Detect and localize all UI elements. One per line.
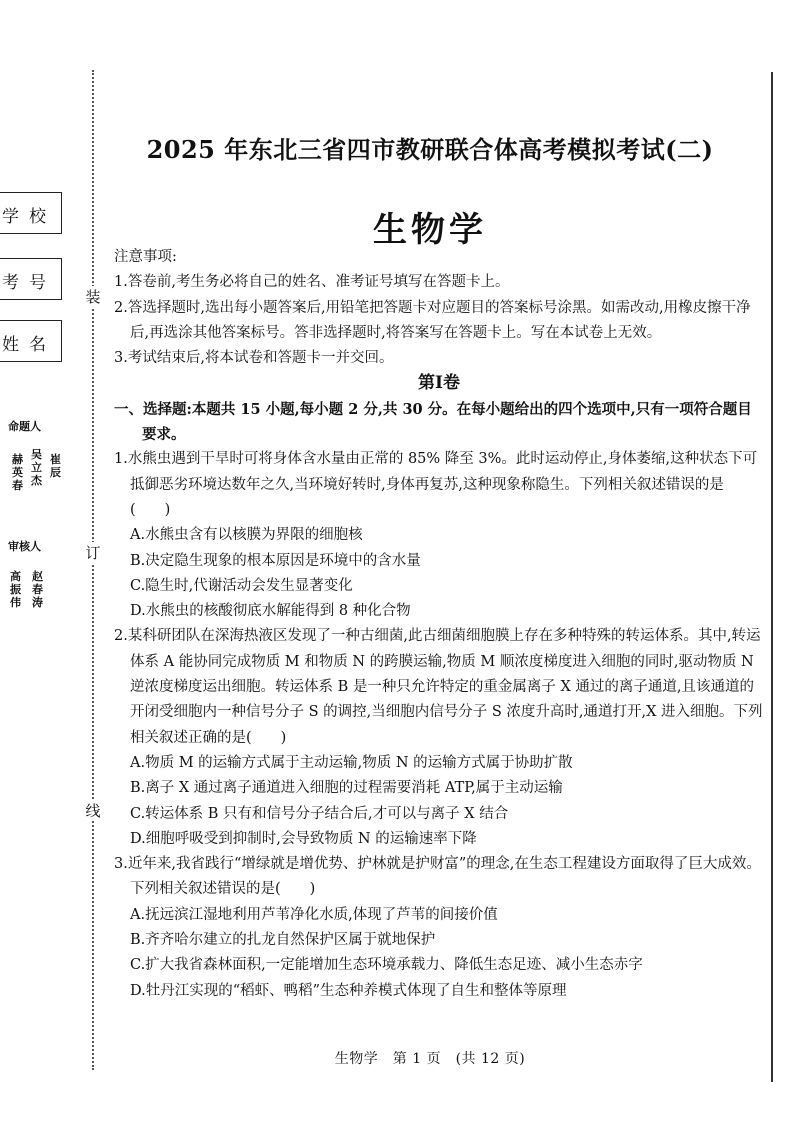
- exam-title: 2025 年东北三省四市教研联合体高考模拟考试(二): [146, 135, 714, 164]
- question-stem: 2.某科研团队在深海热液区发现了一种古细菌,此古细菌细胞膜上存在多种特殊的转运体系。其中,转运体系 A 能协同完成物质 M 和物质 N 的跨膜运输,物质 M 顺浓度梯度进入细胞的同时,驱动物质 N 逆浓度梯度运出细胞。转运体系 B 是一种只允许特定的重金属离子 X 通过的离子通道,且该通道的开闭受细胞内一种信号分子 S 的调控,当细胞内信号分子 S 浓度升高时,通道打开,X 进入细胞。下列相关叙述正确的是( ): [114, 628, 763, 746]
- question-stem: 3.近年来,我省践行“增绿就是增优势、护林就是护财富”的理念,在生态工程建设方面取得了巨大成效。下列相关叙述错误的是( ): [114, 856, 761, 898]
- author-name: 赫英春: [12, 453, 23, 492]
- school-field-label: 学校: [2, 207, 56, 227]
- page-footer: 生物学 第 1 页 (共 12 页): [334, 1051, 526, 1067]
- section-instruction: 一、选择题:本题共 15 小题,每小题 2 分,共 30 分。在每小题给出的四个选项中,只有一项符合题目要求。: [114, 400, 752, 444]
- question-option: C.隐生时,代谢活动会发生显著变化: [130, 577, 353, 594]
- author-label: 命题人: [8, 420, 41, 433]
- reviewer-name: 高振伟: [10, 570, 21, 609]
- note-item: 3.考试结束后,将本试卷和答题卡一并交回。: [114, 350, 394, 367]
- right-border-line: [771, 72, 773, 1082]
- exam-number-field[interactable]: [0, 258, 62, 300]
- section-title: 第Ⅰ卷: [418, 373, 460, 394]
- author-name: 吴立杰: [31, 448, 42, 487]
- question-option: C.转运体系 B 只有和信号分子结合后,才可以与离子 X 结合: [130, 805, 509, 822]
- reviewer-label: 审核人: [8, 540, 41, 553]
- exam-content: [114, 245, 764, 1004]
- question-option: A.抚远滨江湿地利用芦苇净化水质,体现了芦苇的间接价值: [130, 906, 498, 923]
- exam-number-field-label: 考号: [2, 273, 56, 293]
- name-field[interactable]: [0, 320, 62, 362]
- note-item: 2.答选择题时,选出每小题答案后,用铅笔把答题卡对应题目的答案标号涂黑。如需改动,用橡皮擦干净后,再选涂其他答案标号。答非选择题时,将答案写在答题卡上。写在本试卷上无效。: [114, 299, 751, 341]
- question-option: D.细胞呼吸受到抑制时,会导致物质 N 的运输速率下降: [130, 830, 477, 847]
- binding-dotted-line: [92, 70, 94, 1070]
- name-field-label: 姓名: [2, 335, 56, 355]
- notes-heading: 注意事项:: [114, 249, 177, 265]
- reviewer-name: 赵春涛: [32, 570, 43, 609]
- question-option: A.物质 M 的运输方式属于主动运输,物质 N 的运输方式属于协助扩散: [130, 754, 573, 771]
- question-option: C.扩大我省森林面积,一定能增加生态环境承载力、降低生态足迹、减小生态赤字: [130, 957, 643, 974]
- question-option: D.水熊虫的核酸彻底水解能得到 8 种化合物: [130, 603, 411, 620]
- note-item: 1.答卷前,考生务必将自己的姓名、准考证号填写在答题卡上。: [114, 274, 510, 291]
- question-option: B.齐齐哈尔建立的扎龙自然保护区属于就地保护: [130, 932, 436, 949]
- binding-mark-zhuang: 装: [85, 288, 101, 306]
- binding-mark-ding: 订: [85, 544, 101, 562]
- question-stem: 1.水熊虫遇到干旱时可将身体含水量由正常的 85% 降至 3%。此时运动停止,身体萎缩,这种状态下可抵御恶劣环境达数年之久,当环境好转时,身体再复苏,这种现象称隐生。下列相关叙述错误的是( ): [114, 451, 758, 518]
- subject-title: 生物学: [373, 210, 487, 250]
- question-option: B.离子 X 通过离子通道进入细胞的过程需要消耗 ATP,属于主动运输: [130, 780, 563, 797]
- question-option: D.牡丹江实现的“稻虾、鸭稻”生态种养模式体现了自生和整体等原理: [130, 982, 567, 999]
- question-option: B.决定隐生现象的根本原因是环境中的含水量: [130, 552, 421, 569]
- school-field[interactable]: [0, 192, 62, 234]
- author-name: 崔辰: [50, 453, 61, 479]
- binding-mark-xian: 线: [85, 802, 101, 820]
- question-option: A.水熊虫含有以核膜为界限的细胞核: [130, 527, 363, 544]
